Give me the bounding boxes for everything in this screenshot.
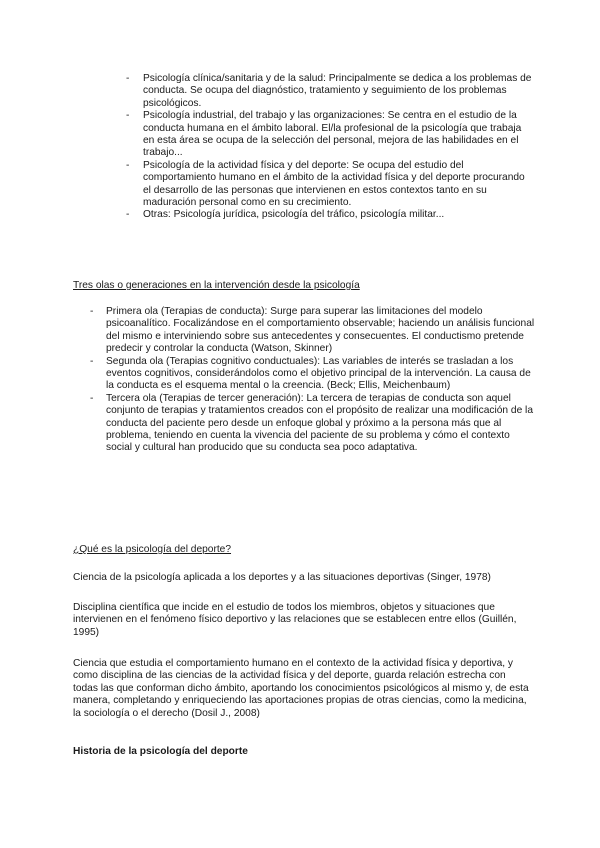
list-item-text: Segunda ola (Terapias cognitivo conductuales): Las variables de interés se trasladan a los eventos cognitivos, considerándolos como el objetivo principal de la intervención. La causa de la conducta es el esquema mental o la creencia. (Beck; Ellis, Meichenbaum) (106, 355, 531, 392)
definition-dosil: Ciencia que estudia el comportamiento humano en el contexto de la actividad física y deportiva, y como disciplina de las ciencias de la actividad física y del deporte, guarda relación estrecha con todas las que conforman dicho ámbito, aportando los conocimientos psicológicos al mismo y, de esta manera, completando y enriqueciendo las aportaciones propias de otras ciencias, como la medicina, la sociología o el derecho (Dosil J., 2008) (73, 658, 529, 719)
list-item-text: Psicología industrial, del trabajo y las organizaciones: Se centra en el estudio de la conducta humana en el ámbito laboral. El/la profesional de la psicología que trabaja en esta área se ocupa de la selección del personal, mejora de las habilidades en el trabajo... (143, 110, 522, 159)
list-item-text: Otras: Psicología jurídica, psicología del tráfico, psicología militar... (143, 209, 445, 221)
section-heading-deporte: ¿Qué es la psicología del deporte? (73, 544, 232, 555)
list-item-text: Primera ola (Terapias de conducta): Surge para superar las limitaciones del modelo psicoanalítico. Focalizándose en el comportamiento observable; haciendo un análisis funcional del mismo e interviniendo sobre sus antecedentes y consecuentes. El conductismo pretende predecir y controlar la conducta (Watson, Skinner) (106, 306, 535, 355)
list-bullet: - (90, 355, 94, 367)
definition-singer: Ciencia de la psicología aplicada a los deportes y a las situaciones deportivas (Singer, 1978) (73, 572, 491, 583)
list-bullet: - (126, 73, 130, 84)
list-item-text: Psicología clínica/sanitaria y de la salud: Principalmente se dedica a los problemas de conducta. Se ocupa del diagnóstico, tratamiento y seguimiento de los problemas psicológicos. (143, 73, 532, 109)
definition-guillen: Disciplina científica que incide en el estudio de todos los miembros, objetos y situaciones que intervienen en el fenómeno físico deportivo y las relaciones que se establecen entre ellos (Guillén, 1995) (73, 602, 517, 638)
list-bullet: - (90, 392, 94, 404)
list-item-text: Tercera ola (Terapias de tercer generación): La tercera de terapias de conducta son aquel conjunto de terapias y tratamientos creados con el propósito de realizar una modificación de la conducta del paciente pero desde un enfoque global y próximo a la persona más que al problema, teniendo en cuenta la vivencia del paciente de su problema y cómo el contexto social y cultural han producido que su conducta sea poco adaptativa. (106, 392, 533, 454)
list-bullet: - (90, 306, 94, 317)
list-bullet: - (126, 209, 130, 221)
section-heading-historia: Historia de la psicología del deporte (73, 746, 248, 757)
list-bullet: - (126, 159, 130, 171)
list-item (90, 306, 538, 356)
list-item (126, 209, 533, 221)
list-item (126, 73, 533, 110)
list-bullet: - (126, 110, 130, 122)
therapy-waves-list (90, 306, 538, 455)
list-item (126, 110, 533, 160)
section-heading-olas: Tres olas o generaciones en la intervención desde la psicología (73, 280, 360, 291)
list-item-text: Psicología de la actividad física y del deporte: Se ocupa del estudio del comportamiento humano en el ámbito de la actividad física y del deporte procurando el desarrollo de las personas que intervienen en estos contextos tanto en su maduración personal como en su crecimiento. (143, 159, 525, 209)
list-item (126, 159, 533, 210)
psychology-areas-list (126, 73, 533, 222)
list-item (90, 355, 538, 393)
list-item (90, 392, 538, 455)
